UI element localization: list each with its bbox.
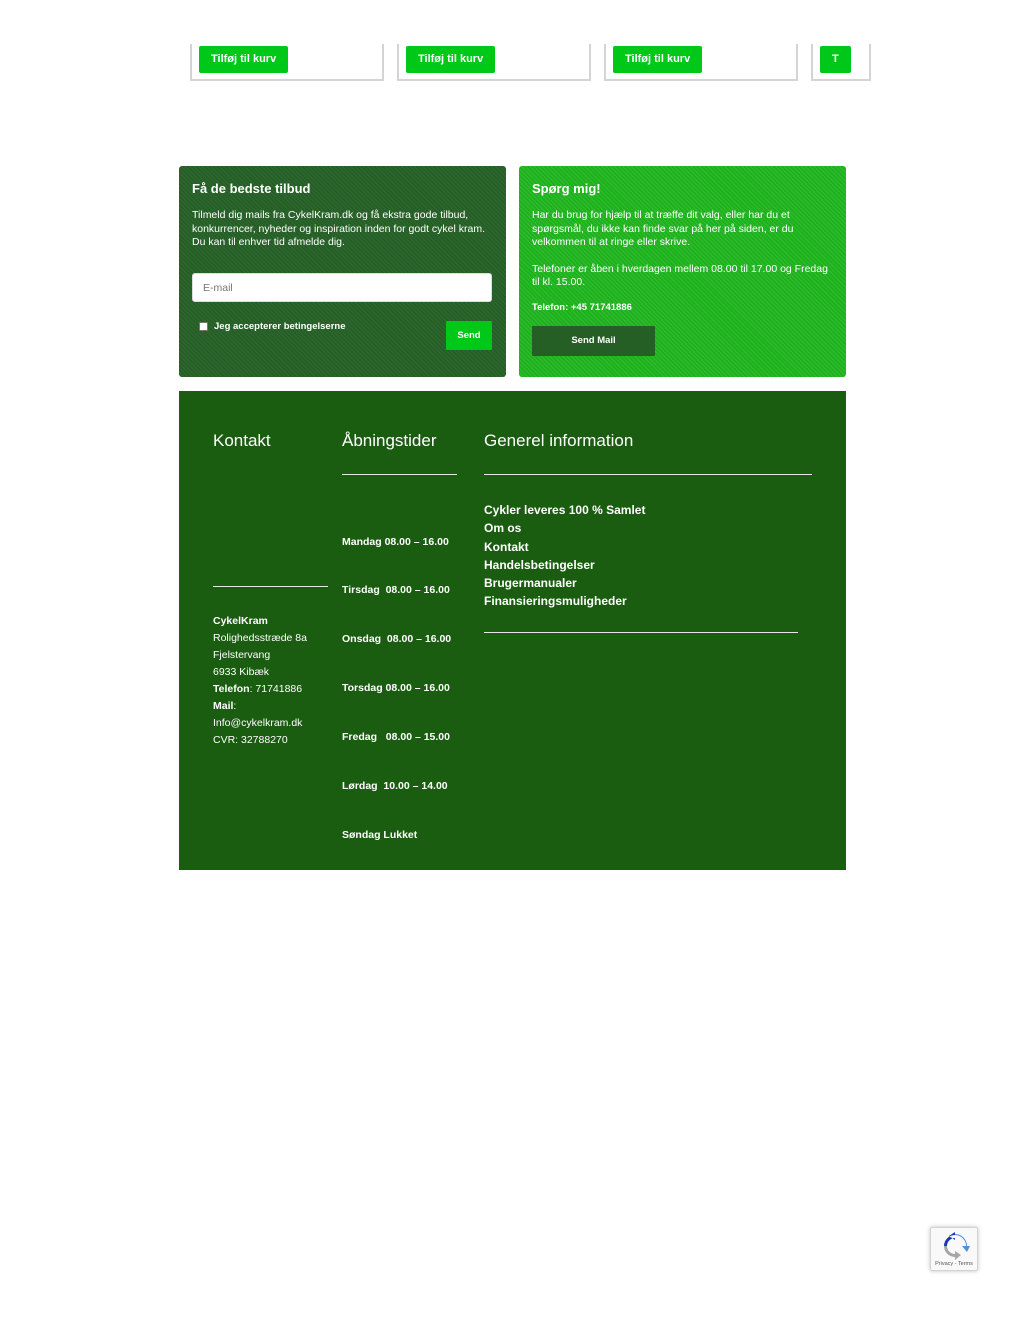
info-link-financing[interactable]: Finansieringsmuligheder xyxy=(484,594,627,609)
product-strip xyxy=(190,44,839,82)
info-links xyxy=(484,501,645,611)
divider xyxy=(484,474,812,475)
product-card xyxy=(190,44,384,81)
mail-row xyxy=(213,698,307,715)
opening-hours-list xyxy=(342,501,451,876)
phone-label: Telefon xyxy=(213,683,250,695)
add-to-cart-button[interactable]: Tilføj til kurv xyxy=(613,46,702,73)
hours-row: Lørdag 10.00 – 14.00 xyxy=(342,780,448,793)
divider xyxy=(342,474,457,475)
product-card xyxy=(811,44,871,81)
address-city: 6933 Kibæk xyxy=(213,666,270,678)
footer xyxy=(179,391,846,870)
send-button[interactable]: Send xyxy=(446,321,492,350)
ask-phone: Telefon: +45 71741886 xyxy=(532,301,632,313)
add-to-cart-button[interactable]: Tilføj til kurv xyxy=(406,46,495,73)
product-card xyxy=(604,44,798,81)
cvr-number: CVR: 32788270 xyxy=(213,734,288,746)
info-title: Generel information xyxy=(484,431,634,450)
info-link-assembled[interactable]: Cykler leveres 100 % Samlet xyxy=(484,503,646,517)
ask-title: Spørg mig! xyxy=(532,181,601,196)
info-link-about[interactable]: Om os xyxy=(484,521,522,536)
mail-separator: : xyxy=(233,700,237,712)
add-to-cart-button[interactable]: Tilføj til kurv xyxy=(199,46,288,73)
info-link-contact[interactable]: Kontakt xyxy=(484,539,529,554)
ask-box xyxy=(519,166,846,377)
info-link-manuals[interactable]: Brugermanualer xyxy=(484,576,577,591)
address-area: Fjelstervang xyxy=(213,649,271,661)
company-name: CykelKram xyxy=(213,615,268,627)
mail-link[interactable]: Info@cykelkram.dk xyxy=(213,717,303,729)
contact-info xyxy=(213,613,307,749)
recaptcha-badge[interactable] xyxy=(930,1227,978,1271)
mail-label: Mail xyxy=(213,700,234,712)
newsletter-unsubscribe-note: Du kan til enhver tid afmelde dig. xyxy=(192,236,345,248)
newsletter-title: Få de bedste tilbud xyxy=(192,181,311,196)
recaptcha-icon xyxy=(940,1232,970,1260)
phone-number[interactable]: : 71741886 xyxy=(249,683,303,695)
address-street: Rolighedsstræde 8a xyxy=(213,632,307,644)
hours-row: Søndag Lukket xyxy=(342,828,418,841)
recaptcha-terms[interactable]: Privacy - Terms xyxy=(935,1261,973,1267)
ask-text: Har du brug for hjælp til at træffe dit valg, eller har du et spørgsmål, du ikke kan finde svar på her på siden, er du velkommen til at ringe eller skrive. xyxy=(532,209,794,248)
hours-row: Tirsdag 08.00 – 16.00 xyxy=(342,584,450,597)
divider xyxy=(484,632,798,633)
newsletter-text: Tilmeld dig mails fra CykelKram.dk og få ekstra gode tilbud, konkurrencer, nyheder og inspiration inden for godt cykel kram. xyxy=(192,209,485,235)
phone-row xyxy=(213,681,307,698)
hours-row: Fredag 08.00 – 15.00 xyxy=(342,731,450,744)
hours-title: Åbningstider xyxy=(342,431,437,450)
hours-row: Onsdag 08.00 – 16.00 xyxy=(342,633,452,646)
add-to-cart-button[interactable]: T xyxy=(820,46,851,73)
send-mail-button[interactable]: Send Mail xyxy=(532,326,655,356)
newsletter-box xyxy=(179,166,506,377)
hours-row: Mandag 08.00 – 16.00 xyxy=(342,535,449,548)
terms-label: Jeg accepterer betingelserne xyxy=(214,321,346,332)
ask-hours-text: Telefoner er åben i hverdagen mellem 08.00 til 17.00 og Fredag til kl. 15.00. xyxy=(532,262,828,288)
info-link-terms[interactable]: Handelsbetingelser xyxy=(484,557,595,572)
terms-checkbox-row[interactable] xyxy=(199,321,345,332)
hours-row: Torsdag 08.00 – 16.00 xyxy=(342,682,450,695)
terms-checkbox[interactable] xyxy=(199,322,208,331)
contact-title: Kontakt xyxy=(213,431,271,450)
product-card xyxy=(397,44,591,81)
email-field[interactable] xyxy=(192,273,492,302)
divider xyxy=(213,586,328,587)
